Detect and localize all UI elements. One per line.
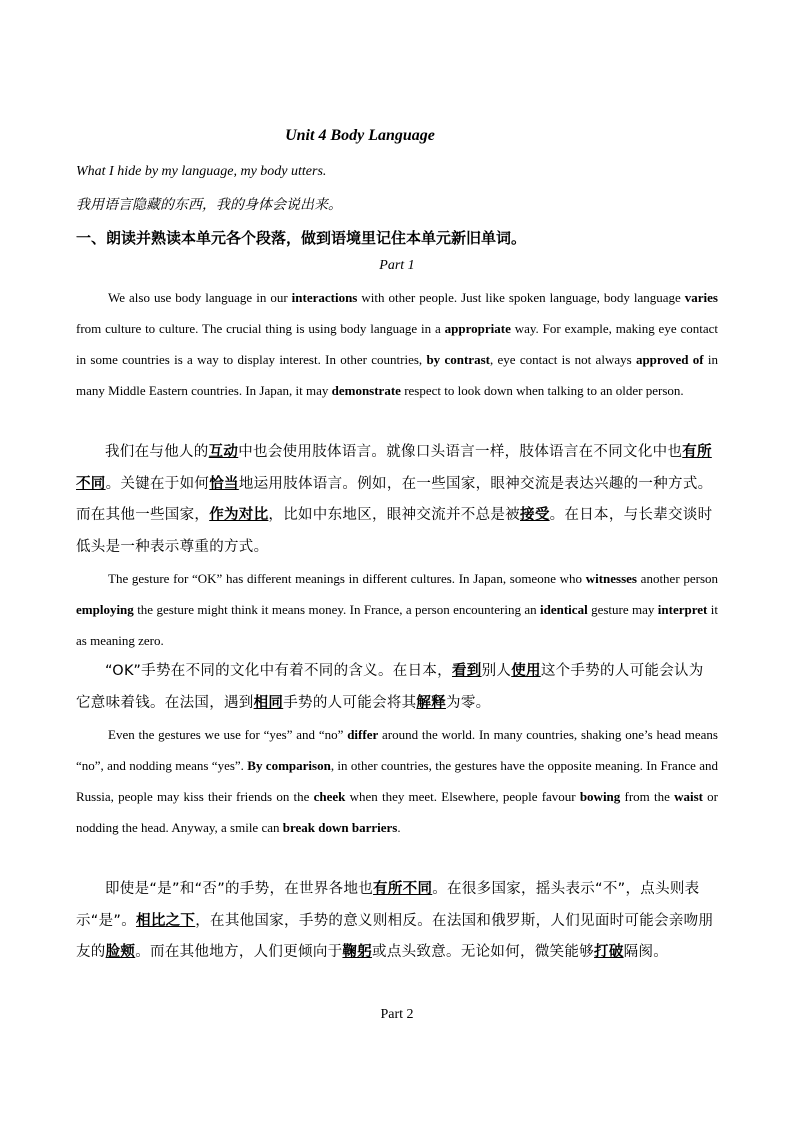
text-run: with other people. Just like spoken language, body language [357,290,685,305]
paragraph-chinese-1 [76,437,718,563]
text-run: ，在其他国家，手势的意义则相反。在法国和俄罗斯，人们见面时可能会亲吻朋友的 [76,912,714,960]
page-title: Unit 4 Body Language [285,127,435,144]
vocab-translation: 恰当 [209,475,239,492]
text-run: 。关键在于如何 [105,475,210,492]
text-run: Even the gestures we use for “yes” and “no” [108,727,348,742]
text-run: from the [620,789,675,804]
vocab-word: by contrast [426,352,490,367]
text-run: 。在很多国家，摇头表示“不”，点头则表示“是”。 [76,881,700,929]
vocab-translation: 使用 [511,663,541,679]
text-run: 中也会使用肢体语言。就像口头语言一样，肢体语言在不同文化中也 [238,444,683,460]
vocab-translation: 打破 [594,944,624,960]
text-run: 隔阂。 [623,944,669,960]
vocab-translation: 看到 [451,663,482,679]
text-run: gesture may [587,602,658,617]
vocab-translation: 接受 [520,507,550,523]
vocab-word: break down barriers [282,820,398,835]
vocab-word: demonstrate [331,383,401,398]
text-run: the gesture might think it means money. In France, a person encountering an [133,602,541,617]
vocab-word: approved of [635,352,704,367]
text-run: , eye contact is not always [489,352,636,367]
paragraph-english-2 [76,563,718,656]
vocab-translation: 鞠躬 [342,944,373,960]
text-run: respect to look down when talking to an older person. [400,383,684,398]
paragraph-english-1 [76,282,718,406]
vocab-word: By comparison [247,758,331,773]
text-run: ，比如中东地区，眼神交流并不总是被 [268,507,521,523]
vocab-word: differ [347,727,379,742]
text-run: 。在日本，与长辈交谈时低头是一种表示尊重的方式。 [76,507,713,555]
text-run: , in other countries, the gestures have the opposite meaning. In France and Russia, people may kiss their friends on the [76,758,718,804]
text-run: or nodding the head. Anyway, a smile can [76,789,718,835]
vocab-translation: 有所不同 [373,881,433,897]
paragraph-english-3 [76,719,718,843]
text-run: 别人 [481,663,512,679]
vocab-translation: 解释 [416,694,447,711]
text-run: “OK”手势在不同的文化中有着不同的含义。在日本， [105,663,452,679]
text-run: 地运用肢体语言。例如，在一些国家，眼神交流是表达兴趣的一种方式。而在其他一些国家， [76,475,713,523]
text-run: 手势的人可能会将其 [283,694,417,711]
text-run: when they meet. Elsewhere, people favour [345,789,580,804]
text-run: 为零。 [446,694,491,711]
epigraph-english: What I hide by my language, my body utters. [76,164,327,179]
text-run: . [397,820,401,835]
text-run: We also use body language in our [108,290,292,305]
vocab-word: interpret [657,602,708,617]
vocab-word: appropriate [444,321,511,336]
text-run: from culture to culture. The crucial thing is using body language in a [76,321,445,336]
vocab-translation: 互动 [208,444,239,460]
vocab-translation: 相比之下 [136,912,196,929]
vocab-translation: 作为对比 [209,507,269,523]
text-run: around the world. In many countries, shaking one’s head means “no”, and nodding means “yes”. [76,727,718,773]
text-run: in many Middle Eastern countries. In Japan, it may [76,352,718,398]
vocab-word: bowing [579,789,621,804]
paragraph-chinese-2 [76,656,718,719]
part-1-label: Part 1 [379,258,415,273]
vocab-word: waist [674,789,703,804]
paragraph-chinese-3 [76,874,718,969]
text-run: 我们在与他人的 [105,444,209,460]
vocab-word: varies [684,290,718,305]
text-run: 。而在其他地方，人们更倾向于 [135,944,343,960]
vocab-translation: 相同 [253,694,284,711]
text-run: 这个手势的人可能会认为它意味着钱。在法国，遇到 [76,663,704,711]
vocab-translation: 有所不同 [76,444,712,492]
section-instruction: 一、朗读并熟读本单元各个段落，做到语境里记住本单元新旧单词。 [76,229,527,247]
vocab-word: cheek [313,789,346,804]
text-run: 或点头致意。无论如何，微笑能够 [372,944,595,960]
vocab-word: employing [76,602,134,617]
text-run: another person [637,571,718,586]
text-run: 即使是“是”和“否”的手势，在世界各地也 [105,881,374,897]
vocab-translation: 脸颊 [105,944,136,960]
vocab-word: identical [540,602,588,617]
text-run: The gesture for “OK” has different meanings in different cultures. In Japan, someone who [108,571,586,586]
vocab-word: interactions [291,290,358,305]
vocab-word: witnesses [585,571,637,586]
text-run: way. For example, making eye contact in some countries is a way to display interest. In other countries, [76,321,718,367]
part-2-label: Part 2 [380,1007,414,1022]
epigraph-chinese: 我用语言隐藏的东西，我的身体会说出来。 [76,197,342,213]
text-run: it as meaning zero. [76,602,718,648]
